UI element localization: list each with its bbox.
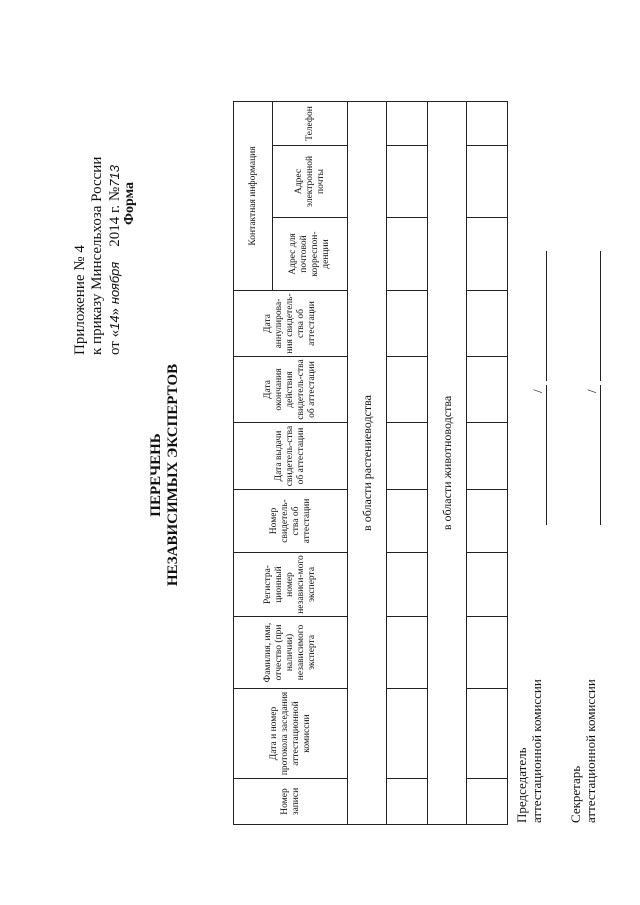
col-phone: Телефон — [273, 102, 348, 146]
col-record-number: Номер записи — [234, 779, 348, 825]
secretary-label: Секретарь аттестационной комиссии — [568, 679, 598, 823]
table-row — [387, 102, 428, 825]
experts-table — [233, 101, 508, 825]
col-email: Адрес электронной почты — [273, 146, 348, 218]
handwritten-day: 14 — [107, 315, 122, 330]
section-crops-label: в области растениеводства — [348, 102, 387, 825]
col-contact-group: Контактная информация — [234, 102, 273, 291]
secretary-name-line — [600, 251, 601, 381]
chairman-separator: / — [530, 389, 545, 393]
secretary-signature-line — [600, 385, 601, 525]
col-reg-number: Регистра-ционный номер независи-мого эксперта — [234, 553, 348, 617]
chairman-name-line — [546, 251, 547, 381]
col-full-name: Фамилия, имя, отчество (при наличии) независимого эксперта — [234, 617, 348, 689]
chairman-signature-line — [546, 385, 547, 525]
chairman-label: Председатель аттестационной комиссии — [514, 679, 544, 823]
appendix-line-3: от «14» ноября 2014 г. №713 — [107, 165, 123, 355]
document-title — [148, 225, 182, 725]
secretary-separator: / — [584, 389, 599, 393]
col-cancel-date: Дата аннулирова-ния свидетель-ства об аттестации — [234, 291, 348, 357]
appendix-header — [72, 0, 124, 355]
handwritten-order-number: 713 — [107, 165, 122, 187]
section-row-livestock — [428, 102, 467, 825]
header-row-1 — [234, 102, 273, 825]
appendix-line-1: Приложение № 4 — [72, 245, 88, 355]
handwritten-month: ноября — [107, 261, 122, 305]
col-postal-address: Адрес для почтовой корреспон-денции — [273, 218, 348, 291]
section-row-crops — [348, 102, 387, 825]
table-row — [467, 102, 508, 825]
col-cert-number: Номер свидетель-ства об аттестации — [234, 490, 348, 553]
col-protocol: Дата и номер протокола заседания аттестационной комиссии — [234, 689, 348, 779]
title-line-2: НЕЗАВИСИМЫХ ЭКСПЕРТОВ — [165, 363, 181, 587]
col-issue-date: Дата выдачи свидетель-ства об аттестации — [234, 423, 348, 490]
col-expiry-date: Дата окончания действия свидетель-ства об аттестации — [234, 357, 348, 423]
title-line-1: ПЕРЕЧЕНЬ — [148, 433, 164, 517]
appendix-line-2: к приказу Минсельхоза России — [89, 156, 105, 355]
section-livestock-label: в области животноводства — [428, 102, 467, 825]
form-label: Форма — [122, 181, 137, 225]
